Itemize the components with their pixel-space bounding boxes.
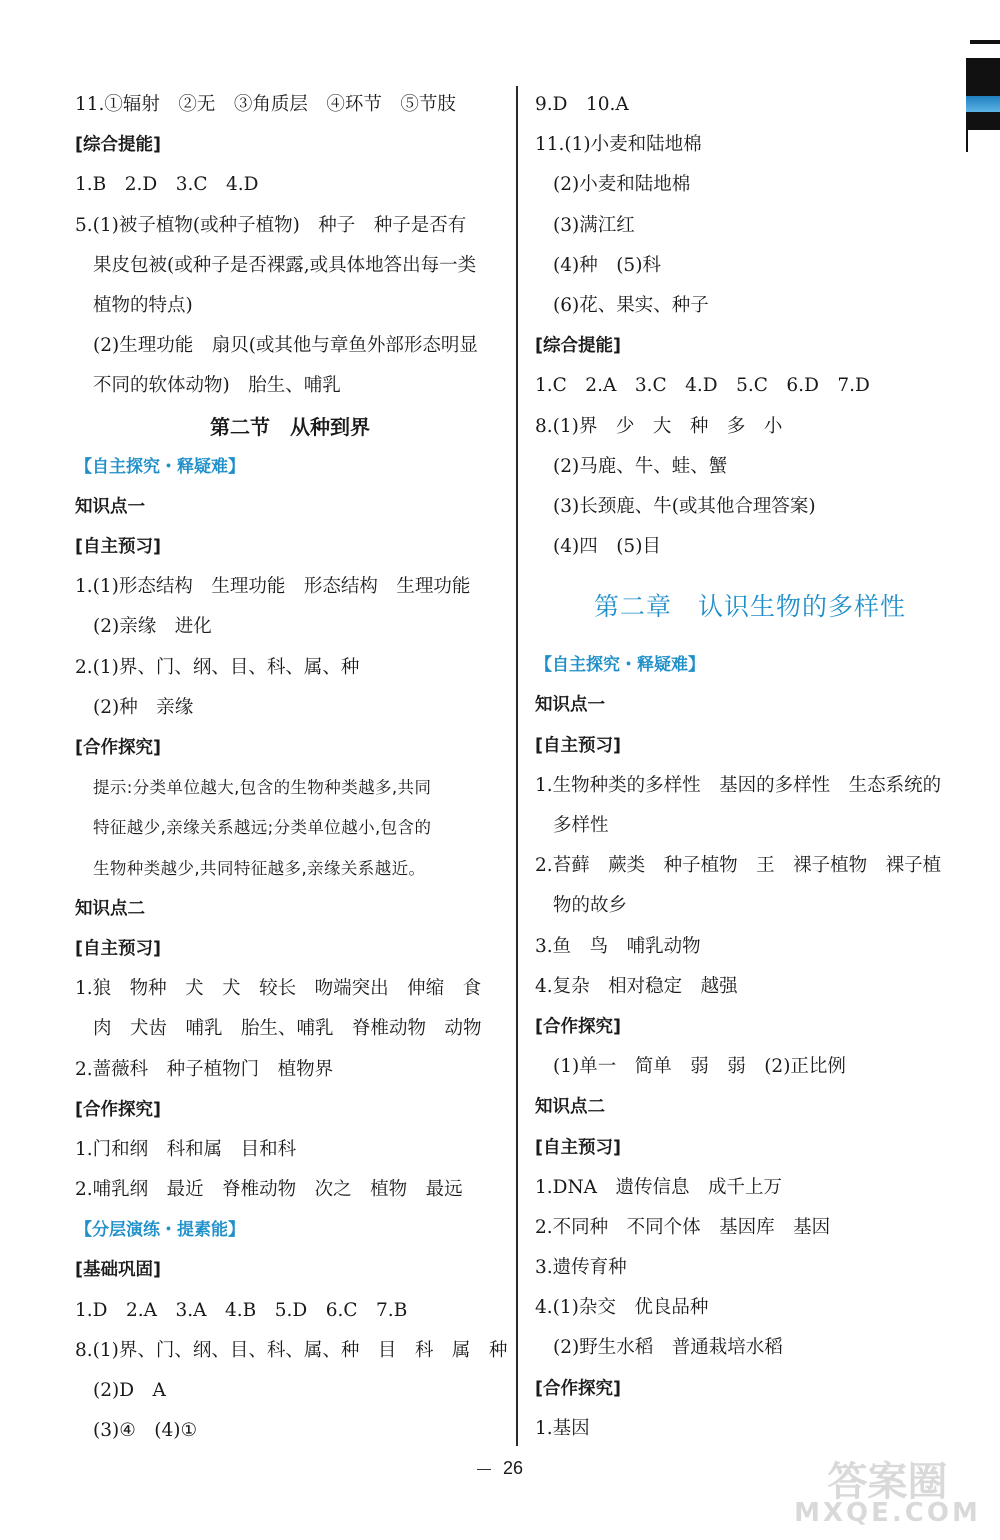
answer-line: 5.(1)被子植物(或种子植物) 种子 种子是否有: [75, 214, 467, 236]
answer-line: 8.(1)界 少 大 种 多 小: [535, 415, 783, 437]
column-divider: [516, 86, 518, 1446]
answer-line: (1)单一 简单 弱 弱 (2)正比例: [553, 1056, 846, 1078]
answer-line: 4.(1)杂交 优良品种: [535, 1297, 709, 1319]
watermark-logo: [785, 1450, 990, 1530]
answer-line: 1.DNA 遗传信息 成千上万: [535, 1176, 783, 1198]
subsection-label: [合作探究]: [75, 738, 161, 758]
answer-line: (3)长颈鹿、牛(或其他合理答案): [553, 495, 816, 517]
answer-line: 植物的特点): [93, 294, 193, 316]
answer-line: (2)生理功能 扇贝(或其他与章鱼外部形态明显: [93, 335, 478, 357]
knowledge-point-label: 知识点一: [75, 496, 145, 517]
answer-line: 8.(1)界、门、纲、目、科、属、种 目 科 属 种: [75, 1339, 508, 1361]
subsection-label: [自主预习]: [75, 938, 161, 959]
section-label: 【自主探究・释疑难】: [535, 655, 705, 676]
answer-line: (6)花、果实、种子: [553, 294, 709, 316]
subsection-label: [合作探究]: [75, 1099, 161, 1120]
subsection-label: [基础巩固]: [75, 1260, 161, 1281]
section-title: 第二节 从种到界: [210, 414, 370, 439]
answer-line: 3.遗传育种: [535, 1257, 627, 1279]
section-label: 【自主探究・释疑难】: [75, 456, 245, 477]
answer-line: 1.生物种类的多样性 基因的多样性 生态系统的: [535, 774, 942, 796]
answer-line: 2.苔藓 蕨类 种子植物 王 裸子植物 裸子植: [535, 855, 942, 877]
answer-line: 多样性: [553, 815, 609, 836]
answer-line: 1.狼 物种 犬 犬 较长 吻端突出 伸缩 食: [75, 978, 482, 1000]
subsection-label: [综合提能]: [535, 336, 621, 357]
page-number-text: 26: [502, 1458, 524, 1478]
subsection-label: [综合提能]: [75, 135, 161, 156]
answer-line: 4.复杂 相对稳定 越强: [535, 975, 738, 997]
answer-line: 2.(1)界、门、纲、目、科、属、种: [75, 656, 360, 678]
dash-mark: [477, 1469, 491, 1470]
chapter-title: 第二章 认识生物的多样性: [593, 592, 906, 622]
hint-line: 特征越少,亲缘关系越远;分类单位越小,包含的: [93, 818, 432, 838]
answer-line: (2)野生水稻 普通栽培水稻: [553, 1337, 783, 1359]
answer-line: (3)满江红: [553, 214, 635, 236]
subsection-label: [合作探究]: [535, 1016, 621, 1037]
answer-line: (2)小麦和陆地棉: [553, 174, 691, 196]
knowledge-point-label: 知识点二: [75, 898, 145, 919]
corner-tab-decoration: [962, 30, 1000, 160]
knowledge-point-label: 知识点一: [535, 695, 605, 716]
answer-line: 9.D 10.A: [535, 94, 629, 115]
answer-line: (3)④ (4)①: [93, 1420, 198, 1442]
answer-line: (4)四 (5)目: [553, 536, 661, 558]
answer-line: 肉 犬齿 哺乳 胎生、哺乳 脊椎动物 动物: [93, 1018, 482, 1040]
answer-line: 2.蔷薇科 种子植物门 植物界: [75, 1058, 334, 1080]
watermark-en: MXQE.COM: [794, 1498, 981, 1528]
answer-line: 1.门和纲 科和属 目和科: [75, 1138, 297, 1160]
watermark-cn: 答案圈: [827, 1459, 948, 1505]
answer-line: 1.C 2.A 3.C 4.D 5.C 6.D 7.D: [535, 375, 870, 397]
answer-line: 物的故乡: [553, 895, 628, 917]
answer-line: (4)种 (5)科: [553, 254, 661, 276]
answer-line: 1.D 2.A 3.A 4.B 5.D 6.C 7.B: [75, 1299, 408, 1321]
answer-line: 1.B 2.D 3.C 4.D: [75, 174, 259, 196]
answer-line: 1.(1)形态结构 生理功能 形态结构 生理功能: [75, 576, 471, 598]
answer-line: (2)种 亲缘: [93, 696, 194, 718]
answer-line: 不同的软体动物) 胎生、哺乳: [93, 375, 341, 397]
hint-line: 提示:分类单位越大,包含的生物种类越多,共同: [93, 778, 432, 798]
subsection-label: [自主预习]: [535, 1137, 621, 1158]
answer-line: (2)亲缘 进化: [93, 616, 212, 638]
answer-line: 3.鱼 鸟 哺乳动物: [535, 935, 701, 957]
subsection-label: [自主预习]: [535, 735, 621, 756]
hint-line: 生物种类越少,共同特征越多,亲缘关系越近。: [93, 858, 426, 878]
subsection-label: [自主预习]: [75, 537, 161, 558]
left-column: [75, 88, 508, 1454]
answer-line: 1.基因: [535, 1417, 590, 1439]
subsection-label: [合作探究]: [535, 1378, 621, 1399]
section-label: 【分层演练・提素能】: [75, 1220, 245, 1241]
answer-line: (2)D A: [93, 1380, 166, 1401]
answer-line: 11.①辐射 ②无 ③角质层 ④环节 ⑤节肢: [75, 94, 456, 115]
answer-line: 11.(1)小麦和陆地棉: [535, 134, 702, 156]
answer-line: 果皮包被(或种子是否裸露,或具体地答出每一类: [93, 254, 477, 276]
knowledge-point-label: 知识点二: [535, 1097, 605, 1118]
answer-line: 2.哺乳纲 最近 脊椎动物 次之 植物 最远: [75, 1179, 463, 1201]
right-column: [535, 88, 965, 1452]
answer-line: (2)马鹿、牛、蛙、蟹: [553, 455, 728, 477]
answer-line: 2.不同种 不同个体 基因库 基因: [535, 1216, 831, 1238]
